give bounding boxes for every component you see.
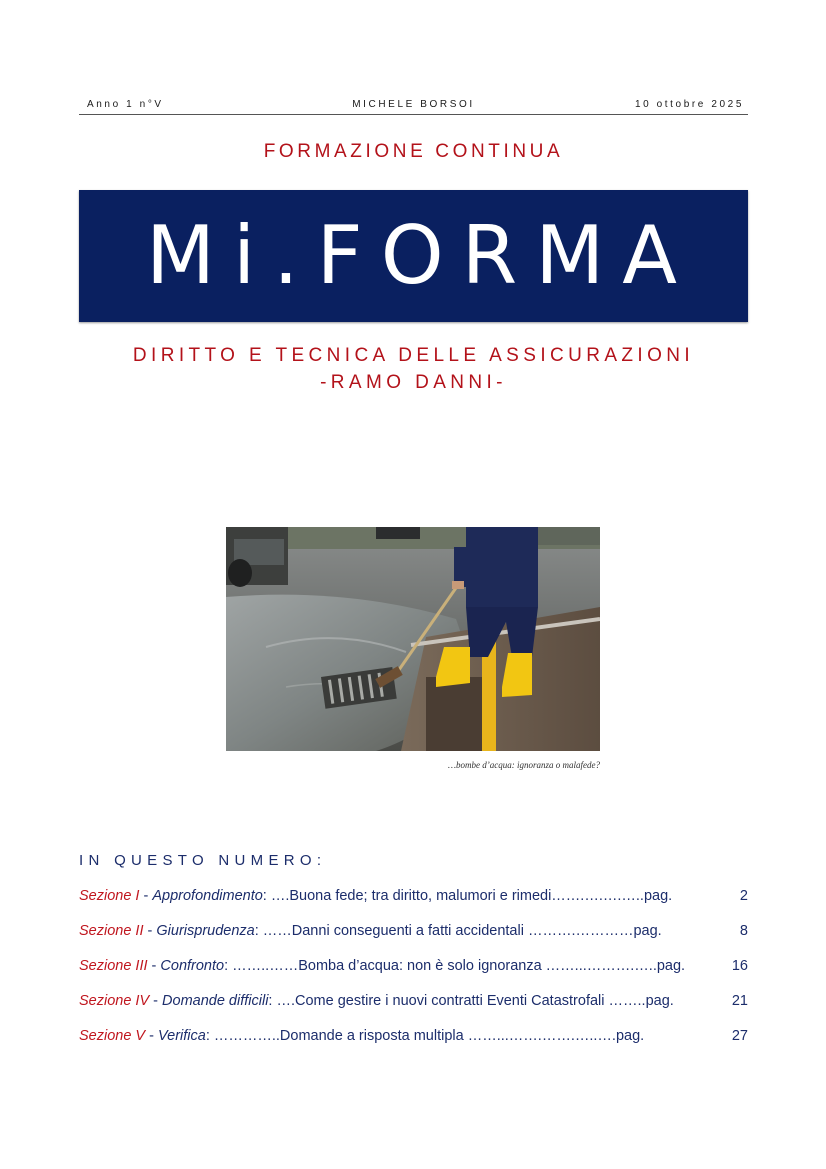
issue-date: 10 ottobre 2025: [634, 99, 744, 110]
toc-title: : ….Come gestire i nuovi contratti Eventi Catastrofali ……..pag.: [268, 993, 674, 1009]
toc-entry[interactable]: Sezione II - Giurisprudenza: ……Danni conseguenti a fatti accidentali ……….…………pag. 8: [79, 923, 748, 939]
toc-title: : …………..Domande a risposta multipla ……...…….…….…..….pag.: [205, 1028, 645, 1044]
toc-category: Verifica: [158, 1028, 206, 1044]
toc-page-number: 27: [731, 1028, 748, 1044]
photo-caption: …bombe d’acqua: ignoranza o malafede?: [448, 760, 600, 770]
toc-title: : ……..……Bomba d’acqua: non è solo ignoranza ……...……….…..pag.: [224, 958, 686, 974]
toc-page-number: 21: [731, 993, 748, 1009]
toc-category: Giurisprudenza: [156, 923, 255, 939]
masthead-title: Mi.FORMA: [146, 209, 695, 302]
cover-photo: [226, 527, 600, 751]
toc-entry[interactable]: Sezione V - Verifica: …………..Domande a risposta multipla ……...…….…….…..….pag. 27: [79, 1028, 748, 1044]
toc-entry[interactable]: Sezione I - Approfondimento: ….Buona fede; tra diritto, malumori e rimedi…….….….…..pag. 2: [79, 888, 748, 904]
kicker-title: FORMAZIONE CONTINUA: [263, 141, 564, 162]
toc-section-label: Sezione I: [79, 888, 140, 904]
toc-section-label: Sezione III: [79, 958, 148, 974]
subtitle-line-1: DIRITTO E TECNICA DELLE ASSICURAZIONI: [132, 345, 695, 366]
toc-page-number: 2: [739, 888, 748, 904]
subtitle-line-2: -RAMO DANNI-: [320, 372, 507, 393]
header-divider: [79, 114, 748, 115]
author-name: MICHELE BORSOI: [352, 99, 475, 110]
toc-category: Confronto: [160, 958, 225, 974]
toc-title: : ……Danni conseguenti a fatti accidentali ……….…………pag.: [254, 923, 662, 939]
issue-number: Anno 1 n°V: [87, 99, 164, 110]
toc-page-number: 8: [739, 923, 748, 939]
toc-category: Approfondimento: [152, 888, 263, 904]
toc-title: : ….Buona fede; tra diritto, malumori e rimedi…….….….…..pag.: [262, 888, 673, 904]
toc-entry[interactable]: Sezione IV - Domande difficili: ….Come gestire i nuovi contratti Eventi Catastrofali ……..pag. 21: [79, 993, 748, 1009]
masthead-banner: [79, 190, 748, 322]
toc-section-label: Sezione IV: [79, 993, 150, 1009]
toc-heading: IN QUESTO NUMERO:: [79, 852, 327, 869]
toc-section-label: Sezione II: [79, 923, 144, 939]
toc-category: Domande difficili: [162, 993, 269, 1009]
toc-page-number: 16: [731, 958, 748, 974]
toc-section-label: Sezione V: [79, 1028, 146, 1044]
toc-entry[interactable]: Sezione III - Confronto: ……..……Bomba d’acqua: non è solo ignoranza ……...……….…..pag. 16: [79, 958, 748, 974]
running-header: [79, 99, 748, 115]
